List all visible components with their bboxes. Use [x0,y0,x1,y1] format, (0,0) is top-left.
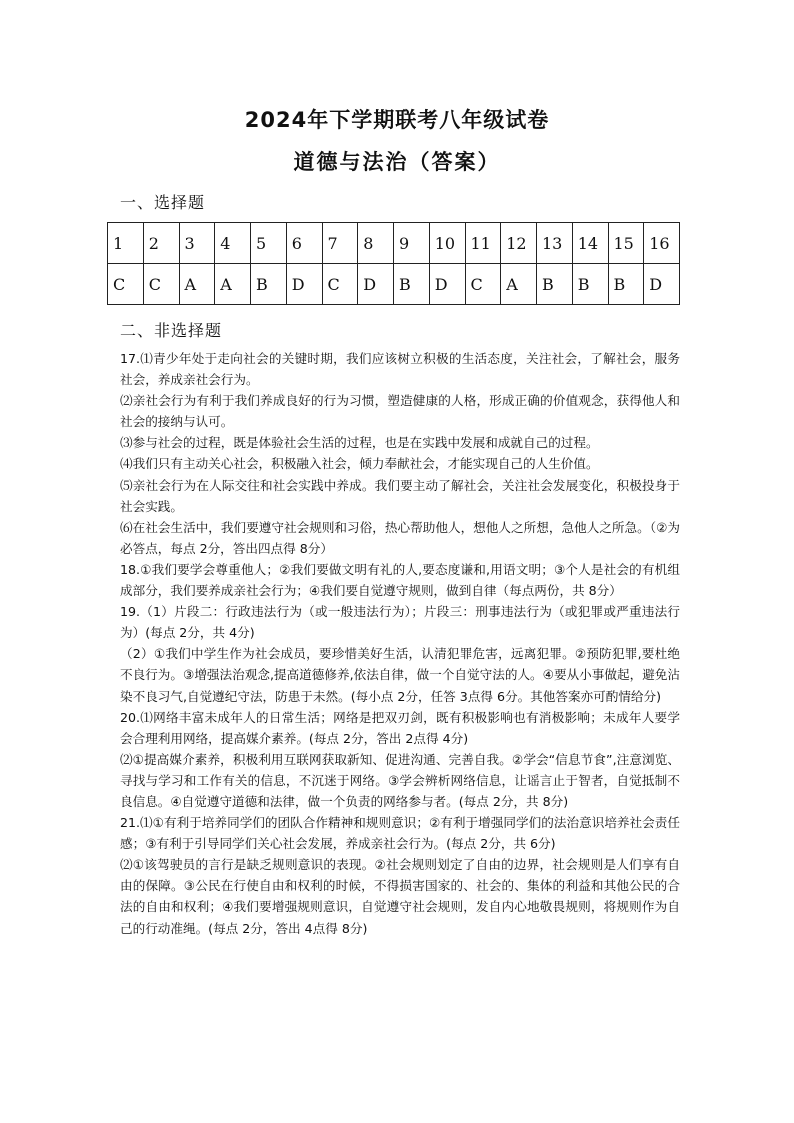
answer-cell: D [286,264,322,305]
answer-body [120,348,680,939]
answer-cell: A [179,264,215,305]
answer-paragraph: 19.（1）片段二：行政违法行为（或一般违法行为）；片段三：刑事违法行为（或犯罪或严重违法行为）(每点 2分，共 4分) [120,604,680,641]
question-number-cell: 13 [537,223,573,264]
answer-cell: B [394,264,430,305]
answer-cell: B [608,264,644,305]
answer-paragraph: 18.①我们要学会尊重他人；②我们要做文明有礼的人,要态度谦和,用语文明；③个人是社会的有机组成部分，我们要养成亲社会行为；④我们要自觉遵守规则，做到自律（每点两份，共 8分） [120,561,680,599]
answer-table [107,222,680,305]
answer-cell: D [644,264,680,305]
question-number-cell: 11 [465,223,501,264]
answer-paragraph: 20.⑴网络丰富未成年人的日常生活；网络是把双刃剑，既有积极影响也有消极影响；未成年人要学会合理利用网络，提高媒介素养。(每点 2分，答出 2点得 4分) [120,709,680,746]
answer-cell: B [251,264,287,305]
answer-paragraph: ⑹在社会生活中，我们要遵守社会规则和习俗，热心帮助他人，想他人之所想，急他人之所急。（②为必答点，每点 2分，答出四点得 8分） [120,519,680,556]
question-number-cell: 4 [215,223,251,264]
answer-paragraph: ⑵①该驾驶员的言行是缺乏规则意识的表现。②社会规则划定了自由的边界，社会规则是人们享有自由的保障。③公民在行使自由和权利的时候，不得损害国家的、社会的、集体的利益和其他公民的合法的自由和权利；④我们要增强规则意识，自觉遵守社会规则，发自内心地敬畏规则，将规则作为自己的行动准绳。(每点 2分，答出 4点得 8分) [120,857,680,936]
answer-cell: B [572,264,608,305]
question-number-cell: 10 [429,223,465,264]
answer-cell: B [537,264,573,305]
answer-paragraph: ⑶参与社会的过程，既是体验社会生活的过程，也是在实践中发展和成就自己的过程。 [120,435,599,451]
question-number-cell: 9 [394,223,430,264]
answer-paragraph: （2）①我们中学生作为社会成员，要珍惜美好生活，认清犯罪危害，远离犯罪。②预防犯罪,要杜绝不良行为。③增强法治观念,提高道德修养,依法自律，做一个自觉守法的人。④要从小事做起，避免沾染不良习气,自觉遵纪守法，防患于未然。(每小点 2分，任答 3点得 6分。其他答案亦可酌情给分) [120,646,680,704]
question-number-cell: 12 [501,223,537,264]
answer-cell: C [108,264,144,305]
answer-cell: C [143,264,179,305]
answer-letter-row [108,264,680,305]
question-number-cell: 1 [108,223,144,264]
answer-cell: D [429,264,465,305]
answer-paragraph: ⑷我们只有主动关心社会，积极融入社会，倾力奉献社会，才能实现自己的人生价值。 [120,456,599,472]
answer-paragraph: ⑵①提高媒介素养，积极利用互联网获取新知、促进沟通、完善自我。②学会“信息节食”,注意浏览、寻找与学习和工作有关的信息，不沉迷于网络。③学会辨析网络信息，让谣言止于智者，自觉抵制不良信息。④自觉遵守道德和法律，做一个负责的网络参与者。(每点 2分，共 8分) [120,751,680,809]
answer-paragraph: 17.⑴青少年处于走向社会的关键时期，我们应该树立积极的生活态度，关注社会，了解社会，服务社会，养成亲社会行为。 [120,351,680,388]
exam-title: 2024年下学期联考八年级试卷 [244,108,550,132]
question-number-cell: 7 [322,223,358,264]
answer-cell: D [358,264,394,305]
answer-cell: C [322,264,358,305]
question-number-cell: 14 [572,223,608,264]
question-number-row [108,223,680,264]
answer-cell: A [501,264,537,305]
question-number-cell: 8 [358,223,394,264]
question-number-cell: 5 [251,223,287,264]
question-number-cell: 2 [143,223,179,264]
section-heading-open: 二、非选择题 [120,321,223,340]
question-number-cell: 3 [179,223,215,264]
answer-cell: C [465,264,501,305]
answer-cell: A [215,264,251,305]
exam-subtitle: 道德与法治（答案） [293,150,501,174]
question-number-cell: 15 [608,223,644,264]
question-number-cell: 16 [644,223,680,264]
question-number-cell: 6 [286,223,322,264]
answer-paragraph: ⑵亲社会行为有利于我们养成良好的行为习惯，塑造健康的人格，形成正确的价值观念，获得他人和社会的接纳与认可。 [120,393,680,430]
section-heading-choice: 一、选择题 [120,193,206,212]
answer-paragraph: ⑸亲社会行为在人际交往和社会实践中养成。我们要主动了解社会，关注社会发展变化，积极投身于社会实践。 [120,477,680,514]
answer-paragraph: 21.⑴①有利于培养同学们的团队合作精神和规则意识；②有利于增强同学们的法治意识培养社会责任感；③有利于引导同学们关心社会发展，养成亲社会行为。(每点 2分，共 6分) [120,815,680,852]
